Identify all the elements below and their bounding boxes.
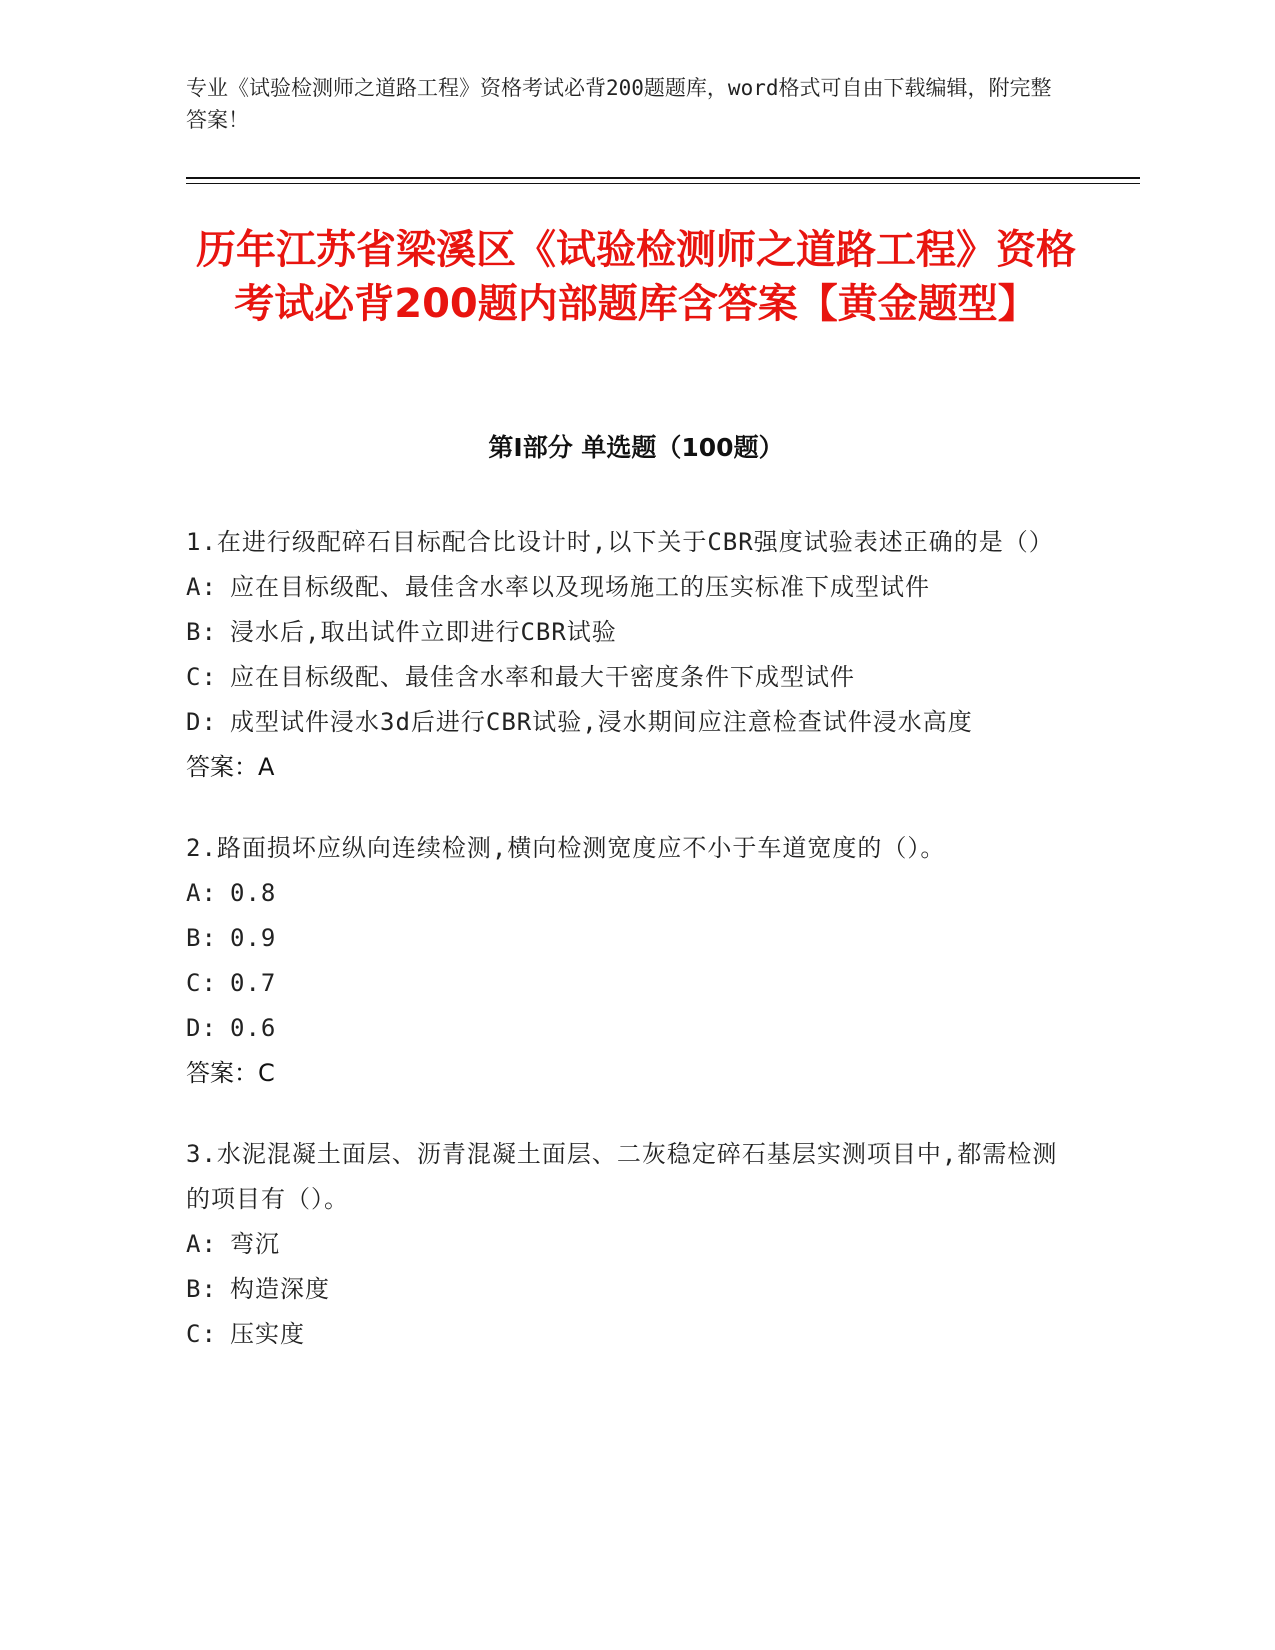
option-text: 构造深度 [230, 1275, 330, 1303]
option-a [186, 1222, 1066, 1267]
header-note: 专业《试验检测师之道路工程》资格考试必背200题题库，word格式可自由下载编辑，附完整答案！ [186, 76, 1052, 132]
option-text: 弯沉 [230, 1230, 280, 1258]
option-b [186, 916, 1066, 961]
option-text: 0.7 [230, 969, 277, 997]
option-letter: C: [186, 969, 217, 997]
document-title: 历年江苏省梁溪区《试验检测师之道路工程》资格考试必背200题内部题库含答案【黄金题型】 [196, 227, 1076, 327]
option-text: 0.9 [230, 924, 277, 952]
option-text: 浸水后,取出试件立即进行CBR试验 [230, 618, 617, 646]
answer-line: 答案：C [186, 1059, 275, 1087]
question-3 [186, 1132, 1066, 1357]
option-letter: B: [186, 618, 217, 646]
option-letter: B: [186, 924, 217, 952]
section-title: 第I部分 单选题（100题） [488, 433, 784, 462]
option-d [186, 1006, 1066, 1051]
option-c [186, 655, 1066, 700]
option-c [186, 961, 1066, 1006]
option-text: 应在目标级配、最佳含水率以及现场施工的压实标准下成型试件 [230, 573, 930, 601]
question-stem: 3.水泥混凝土面层、沥青混凝土面层、二灰稳定碎石基层实测项目中,都需检测的项目有（）。 [186, 1140, 1058, 1213]
option-text: 压实度 [230, 1320, 305, 1348]
question-1 [186, 520, 1066, 790]
option-c [186, 1312, 1066, 1357]
option-letter: A: [186, 879, 217, 907]
question-stem: 2.路面损坏应纵向连续检测,横向检测宽度应不小于车道宽度的（）。 [186, 834, 946, 862]
option-letter: B: [186, 1275, 217, 1303]
option-letter: C: [186, 1320, 217, 1348]
header-divider-thick [186, 177, 1140, 179]
option-letter: D: [186, 1014, 217, 1042]
option-text: 0.8 [230, 879, 277, 907]
option-text: 0.6 [230, 1014, 277, 1042]
option-d [186, 700, 1066, 745]
answer-line: 答案：A [186, 753, 275, 781]
question-stem: 1.在进行级配碎石目标配合比设计时,以下关于CBR强度试验表述正确的是（） [186, 528, 1054, 556]
option-letter: C: [186, 663, 217, 691]
option-b [186, 1267, 1066, 1312]
option-letter: A: [186, 573, 217, 601]
question-2 [186, 826, 1066, 1096]
question-list [186, 520, 1066, 1393]
option-a [186, 565, 1066, 610]
option-text: 成型试件浸水3d后进行CBR试验,浸水期间应注意检查试件浸水高度 [230, 708, 973, 736]
option-letter: D: [186, 708, 217, 736]
option-a [186, 871, 1066, 916]
option-letter: A: [186, 1230, 217, 1258]
option-text: 应在目标级配、最佳含水率和最大干密度条件下成型试件 [230, 663, 855, 691]
header-divider-thin [186, 183, 1140, 184]
option-b [186, 610, 1066, 655]
